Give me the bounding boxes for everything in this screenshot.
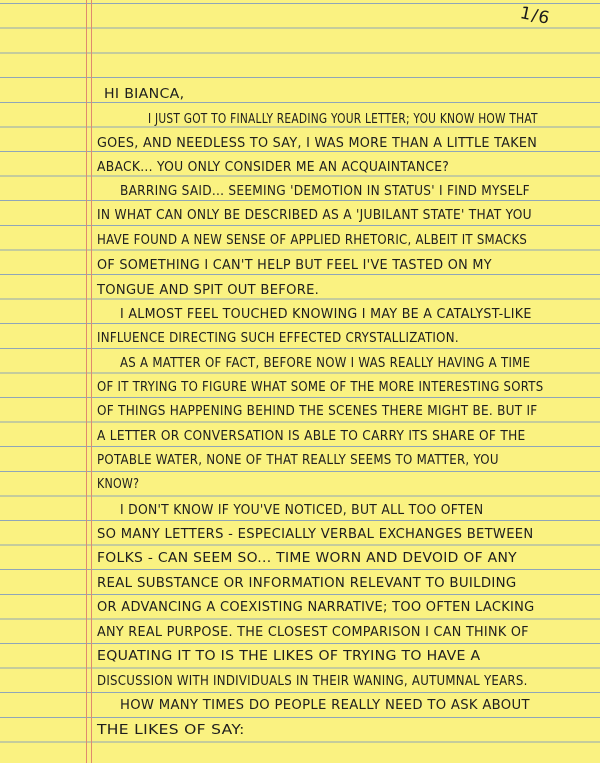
letter-line: ANY REAL PURPOSE. THE CLOSEST COMPARISON I CAN THINK OF: [97, 625, 529, 640]
letter-line: OF IT TRYING TO FIGURE WHAT SOME OF THE MORE INTERESTING SORTS: [97, 380, 544, 395]
letter-line: BARRING SAID... SEEMING 'DEMOTION IN STATUS' I FIND MYSELF: [120, 184, 530, 199]
letter-line: KNOW?: [97, 477, 140, 492]
letter-line: SO MANY LETTERS - ESPECIALLY VERBAL EXCHANGES BETWEEN: [97, 527, 534, 542]
letter-line: A LETTER OR CONVERSATION IS ABLE TO CARRY ITS SHARE OF THE: [97, 429, 526, 444]
letter-line: FOLKS - CAN SEEM SO... TIME WORN AND DEVOID OF ANY: [97, 551, 517, 566]
letter-line: AS A MATTER OF FACT, BEFORE NOW I WAS REALLY HAVING A TIME: [120, 356, 531, 371]
letter-line: OF THINGS HAPPENING BEHIND THE SCENES THERE MIGHT BE. BUT IF: [97, 404, 538, 419]
margin-line-left: [86, 0, 87, 763]
letter-line: EQUATING IT TO IS THE LIKES OF TRYING TO HAVE A: [97, 649, 481, 664]
letter-line: I DON'T KNOW IF YOU'VE NOTICED, BUT ALL TOO OFTEN: [120, 503, 484, 518]
letter-line: GOES, AND NEEDLESS TO SAY, I WAS MORE THAN A LITTLE TAKEN: [97, 136, 538, 151]
letter-line: DISCUSSION WITH INDIVIDUALS IN THEIR WANING, AUTUMNAL YEARS.: [97, 674, 528, 689]
letter-line: I JUST GOT TO FINALLY READING YOUR LETTER; YOU KNOW HOW THAT: [148, 112, 538, 127]
letter-line: I ALMOST FEEL TOUCHED KNOWING I MAY BE A CATALYST-LIKE: [120, 307, 532, 322]
letter-line: OF SOMETHING I CAN'T HELP BUT FEEL I'VE TASTED ON MY: [97, 258, 492, 273]
letter-line: TONGUE AND SPIT OUT BEFORE.: [97, 283, 320, 298]
margin-line-right: [91, 0, 92, 763]
letter-line: HOW MANY TIMES DO PEOPLE REALLY NEED TO ASK ABOUT: [120, 698, 530, 713]
letter-line: ABACK... YOU ONLY CONSIDER ME AN ACQUAINTANCE?: [97, 160, 450, 175]
page-number: 1/6: [518, 3, 553, 29]
letter-line: HAVE FOUND A NEW SENSE OF APPLIED RHETORIC, ALBEIT IT SMACKS: [97, 233, 528, 248]
letter-line: REAL SUBSTANCE OR INFORMATION RELEVANT TO BUILDING: [97, 576, 517, 591]
letter-line: OR ADVANCING A COEXISTING NARRATIVE; TOO OFTEN LACKING: [97, 600, 535, 615]
greeting-line: HI BIANCA,: [104, 87, 185, 102]
letter-line: IN WHAT CAN ONLY BE DESCRIBED AS A 'JUBILANT STATE' THAT YOU: [97, 208, 532, 223]
letter-line: INFLUENCE DIRECTING SUCH EFFECTED CRYSTALLIZATION.: [97, 331, 459, 346]
letter-line: POTABLE WATER, NONE OF THAT REALLY SEEMS TO MATTER, YOU: [97, 453, 499, 468]
letter-line: THE LIKES OF SAY:: [97, 723, 245, 738]
